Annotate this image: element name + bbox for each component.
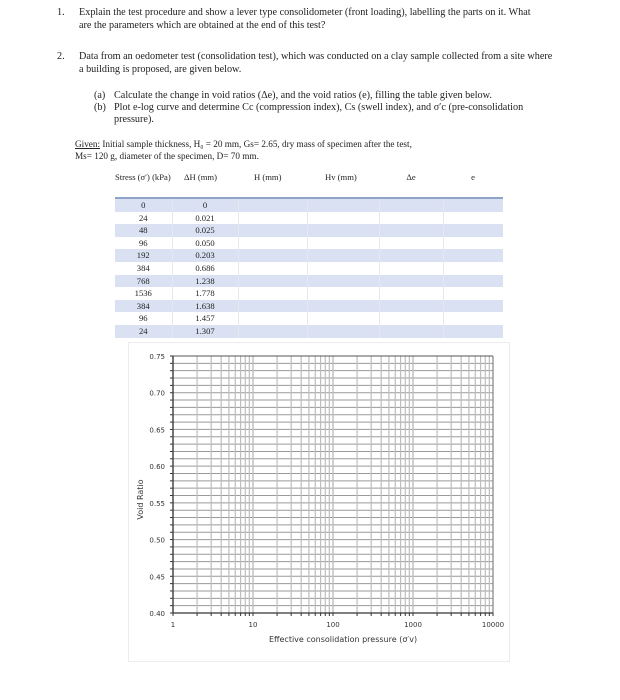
cell-e[interactable]: [443, 224, 503, 237]
cell-h[interactable]: [238, 300, 307, 313]
cell-delta-e[interactable]: [379, 224, 443, 237]
x-tick-label: 10: [248, 621, 258, 629]
x-tick-label: 10000: [481, 621, 505, 629]
cell-stress: 96: [115, 237, 172, 250]
question-2-line-2: a building is proposed, are given below.: [79, 63, 242, 75]
given-line-2: Ms= 120 g, diameter of the specimen, D= 70 mm.: [75, 151, 259, 161]
cell-e[interactable]: [443, 312, 503, 325]
cell-delta-e[interactable]: [379, 198, 443, 212]
table-header-row: [115, 172, 503, 198]
cell-hv[interactable]: [307, 198, 379, 212]
cell-delta-e[interactable]: [379, 237, 443, 250]
table-row: [115, 312, 503, 325]
cell-e[interactable]: [443, 287, 503, 300]
consolidation-data-table: [115, 172, 503, 338]
header-stress: Stress (σ′) (kPa): [115, 172, 172, 198]
table-row: [115, 325, 503, 338]
cell-h[interactable]: [238, 249, 307, 262]
question-2-line-1: Data from an oedometer test (consolidation test), which was conducted on a clay sample collected from a site where: [79, 51, 553, 62]
cell-hv[interactable]: [307, 312, 379, 325]
e-log-chart-grid: [129, 343, 509, 661]
table-row: [115, 262, 503, 275]
cell-hv[interactable]: [307, 249, 379, 262]
cell-h[interactable]: [238, 325, 307, 338]
y-axis-label: Void Ratio: [136, 479, 145, 520]
cell-h[interactable]: [238, 287, 307, 300]
header-delta-h: ΔH (mm): [172, 172, 238, 198]
cell-h[interactable]: [238, 237, 307, 250]
cell-stress: 192: [115, 249, 172, 262]
table-row: [115, 300, 503, 313]
y-tick-label: 0.40: [149, 610, 165, 618]
cell-delta-e[interactable]: [379, 212, 443, 225]
question-1-line-2: are the parameters which are obtained at the end of this test?: [79, 19, 326, 31]
cell-e[interactable]: [443, 198, 503, 212]
cell-h[interactable]: [238, 212, 307, 225]
cell-delta-e[interactable]: [379, 249, 443, 262]
cell-delta-h: 1.307: [172, 325, 238, 338]
cell-stress: 96: [115, 312, 172, 325]
question-1-line-1: Explain the test procedure and show a lever type consolidometer (front loading), labelling the parts on it. What: [79, 7, 531, 18]
x-tick-label: 100: [326, 621, 340, 629]
cell-e[interactable]: [443, 249, 503, 262]
cell-delta-h: 1.778: [172, 287, 238, 300]
table-row: [115, 275, 503, 288]
given-line-1: [75, 138, 495, 150]
question-2-number: 2.: [57, 51, 65, 62]
table-row: [115, 237, 503, 250]
cell-hv[interactable]: [307, 325, 379, 338]
given-info: [75, 138, 495, 162]
cell-delta-e[interactable]: [379, 312, 443, 325]
cell-delta-h: 0.686: [172, 262, 238, 275]
cell-delta-h: 1.638: [172, 300, 238, 313]
question-1-number: 1.: [57, 7, 65, 18]
cell-hv[interactable]: [307, 275, 379, 288]
cell-delta-h: 0.203: [172, 249, 238, 262]
header-hv: Hv (mm): [307, 172, 379, 198]
table-row: [115, 198, 503, 212]
header-h: H (mm): [238, 172, 307, 198]
question-2b-label: (b): [94, 102, 106, 113]
cell-h[interactable]: [238, 312, 307, 325]
cell-delta-e[interactable]: [379, 325, 443, 338]
y-tick-label: 0.50: [149, 536, 165, 545]
given-text-1: Initial sample thickness, H₀ = 20 mm, Gs= 2.65, dry mass of specimen after the test,: [100, 139, 412, 149]
cell-hv[interactable]: [307, 237, 379, 250]
cell-e[interactable]: [443, 237, 503, 250]
header-e: e: [443, 172, 503, 198]
table-row: [115, 287, 503, 300]
cell-stress: 768: [115, 275, 172, 288]
e-log-chart: [128, 342, 510, 662]
cell-delta-e[interactable]: [379, 275, 443, 288]
cell-delta-e[interactable]: [379, 287, 443, 300]
cell-stress: 48: [115, 224, 172, 237]
cell-hv[interactable]: [307, 287, 379, 300]
y-tick-label: 0.55: [149, 499, 165, 508]
cell-stress: 0: [115, 198, 172, 212]
y-tick-label: 0.60: [149, 463, 165, 472]
cell-delta-h: 1.457: [172, 312, 238, 325]
table-row: [115, 212, 503, 225]
table-row: [115, 224, 503, 237]
given-label: Given:: [75, 139, 101, 149]
y-tick-label: 0.75: [149, 353, 165, 361]
question-2b-line-2: pressure).: [114, 114, 154, 125]
cell-delta-h: 0: [172, 198, 238, 212]
cell-e[interactable]: [443, 275, 503, 288]
cell-delta-e[interactable]: [379, 300, 443, 313]
question-2a-label: (a): [94, 90, 106, 101]
cell-hv[interactable]: [307, 224, 379, 237]
cell-stress: 384: [115, 262, 172, 275]
table-row: [115, 249, 503, 262]
cell-delta-h: 0.021: [172, 212, 238, 225]
x-tick-label: 1000: [404, 621, 422, 629]
cell-hv[interactable]: [307, 300, 379, 313]
cell-hv[interactable]: [307, 262, 379, 275]
header-delta-e: Δe: [379, 172, 443, 198]
x-axis-label: Effective consolidation pressure (σ′v): [268, 635, 418, 644]
cell-delta-h: 0.050: [172, 237, 238, 250]
cell-delta-e[interactable]: [379, 262, 443, 275]
cell-hv[interactable]: [307, 212, 379, 225]
cell-h[interactable]: [238, 198, 307, 212]
question-2a-text: Calculate the change in void ratios (Δe), and the void ratios (e), filling the table given below.: [114, 90, 492, 101]
cell-e[interactable]: [443, 325, 503, 338]
cell-h[interactable]: [238, 224, 307, 237]
cell-stress: 1536: [115, 287, 172, 300]
cell-e[interactable]: [443, 212, 503, 225]
cell-delta-h: 0.025: [172, 224, 238, 237]
cell-e[interactable]: [443, 262, 503, 275]
y-tick-label: 0.70: [149, 389, 165, 398]
cell-h[interactable]: [238, 262, 307, 275]
x-tick-label: 1: [170, 621, 176, 629]
y-tick-label: 0.65: [149, 426, 165, 435]
cell-e[interactable]: [443, 300, 503, 313]
question-2b-line-1: Plot e-log curve and determine Cc (compression index), Cs (swell index), and σ′c (pre-consolidation: [114, 102, 524, 113]
cell-h[interactable]: [238, 275, 307, 288]
cell-stress: 384: [115, 300, 172, 313]
y-tick-label: 0.45: [149, 573, 165, 582]
cell-stress: 24: [115, 212, 172, 225]
cell-delta-h: 1.238: [172, 275, 238, 288]
cell-stress: 24: [115, 325, 172, 338]
